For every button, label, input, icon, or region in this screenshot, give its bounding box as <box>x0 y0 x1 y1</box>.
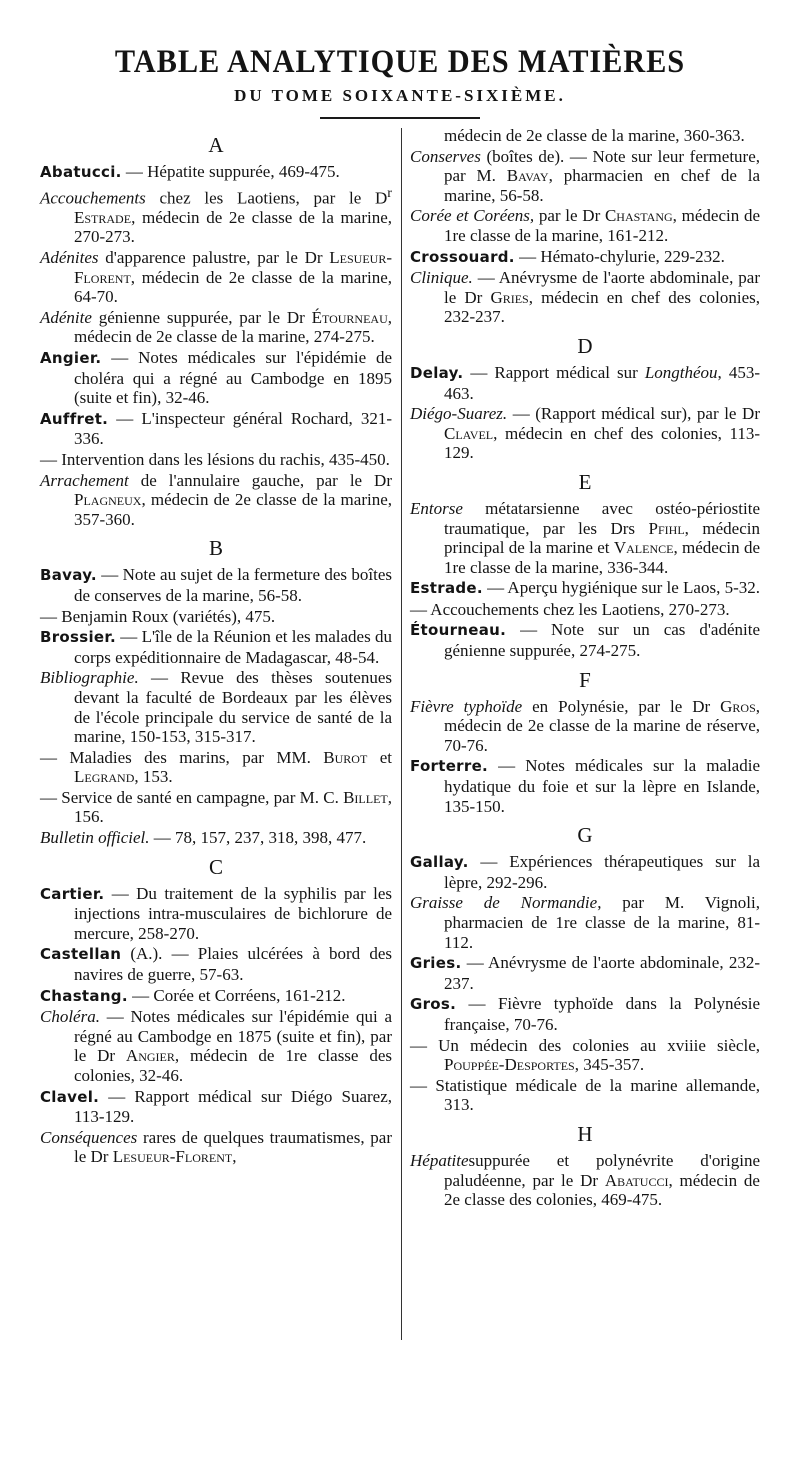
index-entry: Hépatitesuppurée et polynévrite d'origine paludéenne, par le Dr Abatucci, médecin de 2e classe des colonies, 469-475. <box>410 1150 760 1210</box>
page-subtitle: DU TOME SOIXANTE-SIXIÈME. <box>234 86 566 105</box>
index-entry: Graisse de Normandie, par M. Vignoli, pharmacien de 1re classe de la marine, 81-112. <box>410 893 760 952</box>
index-entry: Accouchements chez les Laotiens, par le $D^r$ Estrade, médecin de 2e classe de la marine, 270-273. <box>40 184 392 247</box>
index-entry: Clinique. — Anévrysme de l'aorte abdominale, par le Dr Gries, médecin en chef des colonies, 232-237. <box>410 268 760 327</box>
index-entry: Adénites d'apparence palustre, par le Dr Lesueur-Florent, médecin de 2e classe de la marine, 64-70. <box>40 248 392 307</box>
section-letter-b: B <box>208 536 223 561</box>
right-column <box>410 126 760 1211</box>
index-entry: Entorse métatarsienne avec ostéo-périostite traumatique, par les Drs Pfihl, médecin principal de la marine et Valence, médecin de 1re classe de la marine, 336-344. <box>410 498 760 577</box>
index-entry: Clavel. — Rapport médical sur Diégo Suarez, 113-129. <box>40 1086 392 1127</box>
section-letter-g: G <box>577 823 593 848</box>
index-entry: Angier. — Notes médicales sur l'épidémie de choléra qui a régné au Cambodge en 1895 (suite et fin), 32-46. <box>40 348 392 408</box>
section-letter-e: E <box>578 469 592 494</box>
index-entry: Delay. — Rapport médical sur Longthéou, 453-463. <box>410 362 760 403</box>
index-entry: — Benjamin Roux (variétés), 475. <box>40 606 276 626</box>
index-entry: Adénite génienne suppurée, par le Dr Étourneau, médecin de 2e classe de la marine, 274-275. <box>40 307 392 347</box>
index-entry: — Statistique médicale de la marine allemande, 313. <box>410 1075 760 1115</box>
index-entry: Chastang. — Corée et Corréens, 161-212. <box>40 985 346 1005</box>
index-entry: Crossouard. — Hémato-chylurie, 229-232. <box>410 246 725 266</box>
index-entry: — Maladies des marins, par MM. Burot et Legrand, 153. <box>40 747 392 787</box>
index-entry: Diégo-Suarez. — (Rapport médical sur), par le Dr Clavel, médecin en chef des colonies, 113-129. <box>410 404 760 463</box>
section-letter-d: D <box>577 333 593 358</box>
index-entry: Bibliographie. — Revue des thèses soutenues devant la faculté de Bordeaux par les élèves de l'école principale du service de santé de la marine, 150-153, 315-317. <box>40 668 392 747</box>
index-entry: Abatucci. — Hépatite suppurée, 469-475. <box>40 162 340 181</box>
index-entry: Gallay. — Expériences thérapeutiques sur la lèpre, 292-296. <box>410 852 760 892</box>
column-divider <box>401 128 402 1340</box>
page-title: TABLE ANALYTIQUE DES MATIÈRES <box>114 44 686 80</box>
index-entry: Fièvre typhoïde en Polynésie, par le Dr Gros, médecin de 2e classe de la marine de réserve, 70-76. <box>410 696 760 755</box>
index-entry: Étourneau. — Note sur un cas d'adénite génienne suppurée, 274-275. <box>410 620 760 661</box>
index-entry: Conséquences rares de quelques traumatismes, par le Dr Lesueur-Florent, <box>40 1127 392 1167</box>
index-entry: Cartier. — Du traitement de la syphilis par les injections intra-musculaires de bichlorure de mercure, 258-270. <box>40 883 392 943</box>
index-entry: Choléra. — Notes médicales sur l'épidémie qui a régné au Cambodge en 1875 (suite et fin), par le Dr Angier, médecin de 1re classe des colonies, 32-46. <box>40 1007 392 1085</box>
left-column <box>40 126 392 1168</box>
index-entry: — Un médecin des colonies au xviiie siècle, Pouppée-Desportes, 345-357. <box>410 1035 760 1075</box>
index-entry-continuation: médecin de 2e classe de la marine, 360-363. <box>444 126 745 145</box>
index-entry: Gries. — Anévrysme de l'aorte abdominale, 232-237. <box>410 953 760 993</box>
index-entry: Conserves (boîtes de). — Note sur leur fermeture, par M. Bavay, pharmacien en chef de la marine, 56-58. <box>410 146 760 205</box>
index-entry: Bulletin officiel. — 78, 157, 237, 318, 398, 477. <box>40 828 367 848</box>
title-rule <box>320 117 480 119</box>
index-entry: Brossier. — L'île de la Réunion et les malades du corps expéditionnaire de Madagascar, 48-54. <box>40 627 392 667</box>
index-entry: — Service de santé en campagne, par M. C. Billet, 156. <box>40 787 392 827</box>
index-entry: Arrachement de l'annulaire gauche, par le Dr Plagneux, médecin de 2e classe de la marine, 357-360. <box>40 470 392 529</box>
index-entry: Castellan (A.). — Plaies ulcérées à bord des navires de guerre, 57-63. <box>40 944 392 985</box>
index-entry: Corée et Coréens, par le Dr Chastang, médecin de 1re classe de la marine, 161-212. <box>410 206 760 245</box>
section-letter-a: A <box>208 133 224 157</box>
index-entry: — Accouchements chez les Laotiens, 270-273. <box>410 599 730 619</box>
index-entry: Estrade. — Aperçu hygiénique sur le Laos, 5-32. <box>410 578 761 598</box>
index-entry: Auffret. — L'inspecteur général Rochard, 321-336. <box>40 408 392 449</box>
index-entry: Bavay. — Note au sujet de la fermeture des boîtes de conserves de la marine, 56-58. <box>40 565 392 605</box>
section-letter-c: C <box>208 854 223 879</box>
section-letter-f: F <box>579 667 591 692</box>
index-entry: Forterre. — Notes médicales sur la maladie hydatique du foie et sur la lèpre en Islande, 135-150. <box>410 756 760 816</box>
section-letter-h: H <box>577 1121 593 1146</box>
index-entry: Gros. — Fièvre typhoïde dans la Polynésie française, 70-76. <box>410 994 760 1034</box>
index-entry: — Intervention dans les lésions du rachis, 435-450. <box>40 449 390 469</box>
